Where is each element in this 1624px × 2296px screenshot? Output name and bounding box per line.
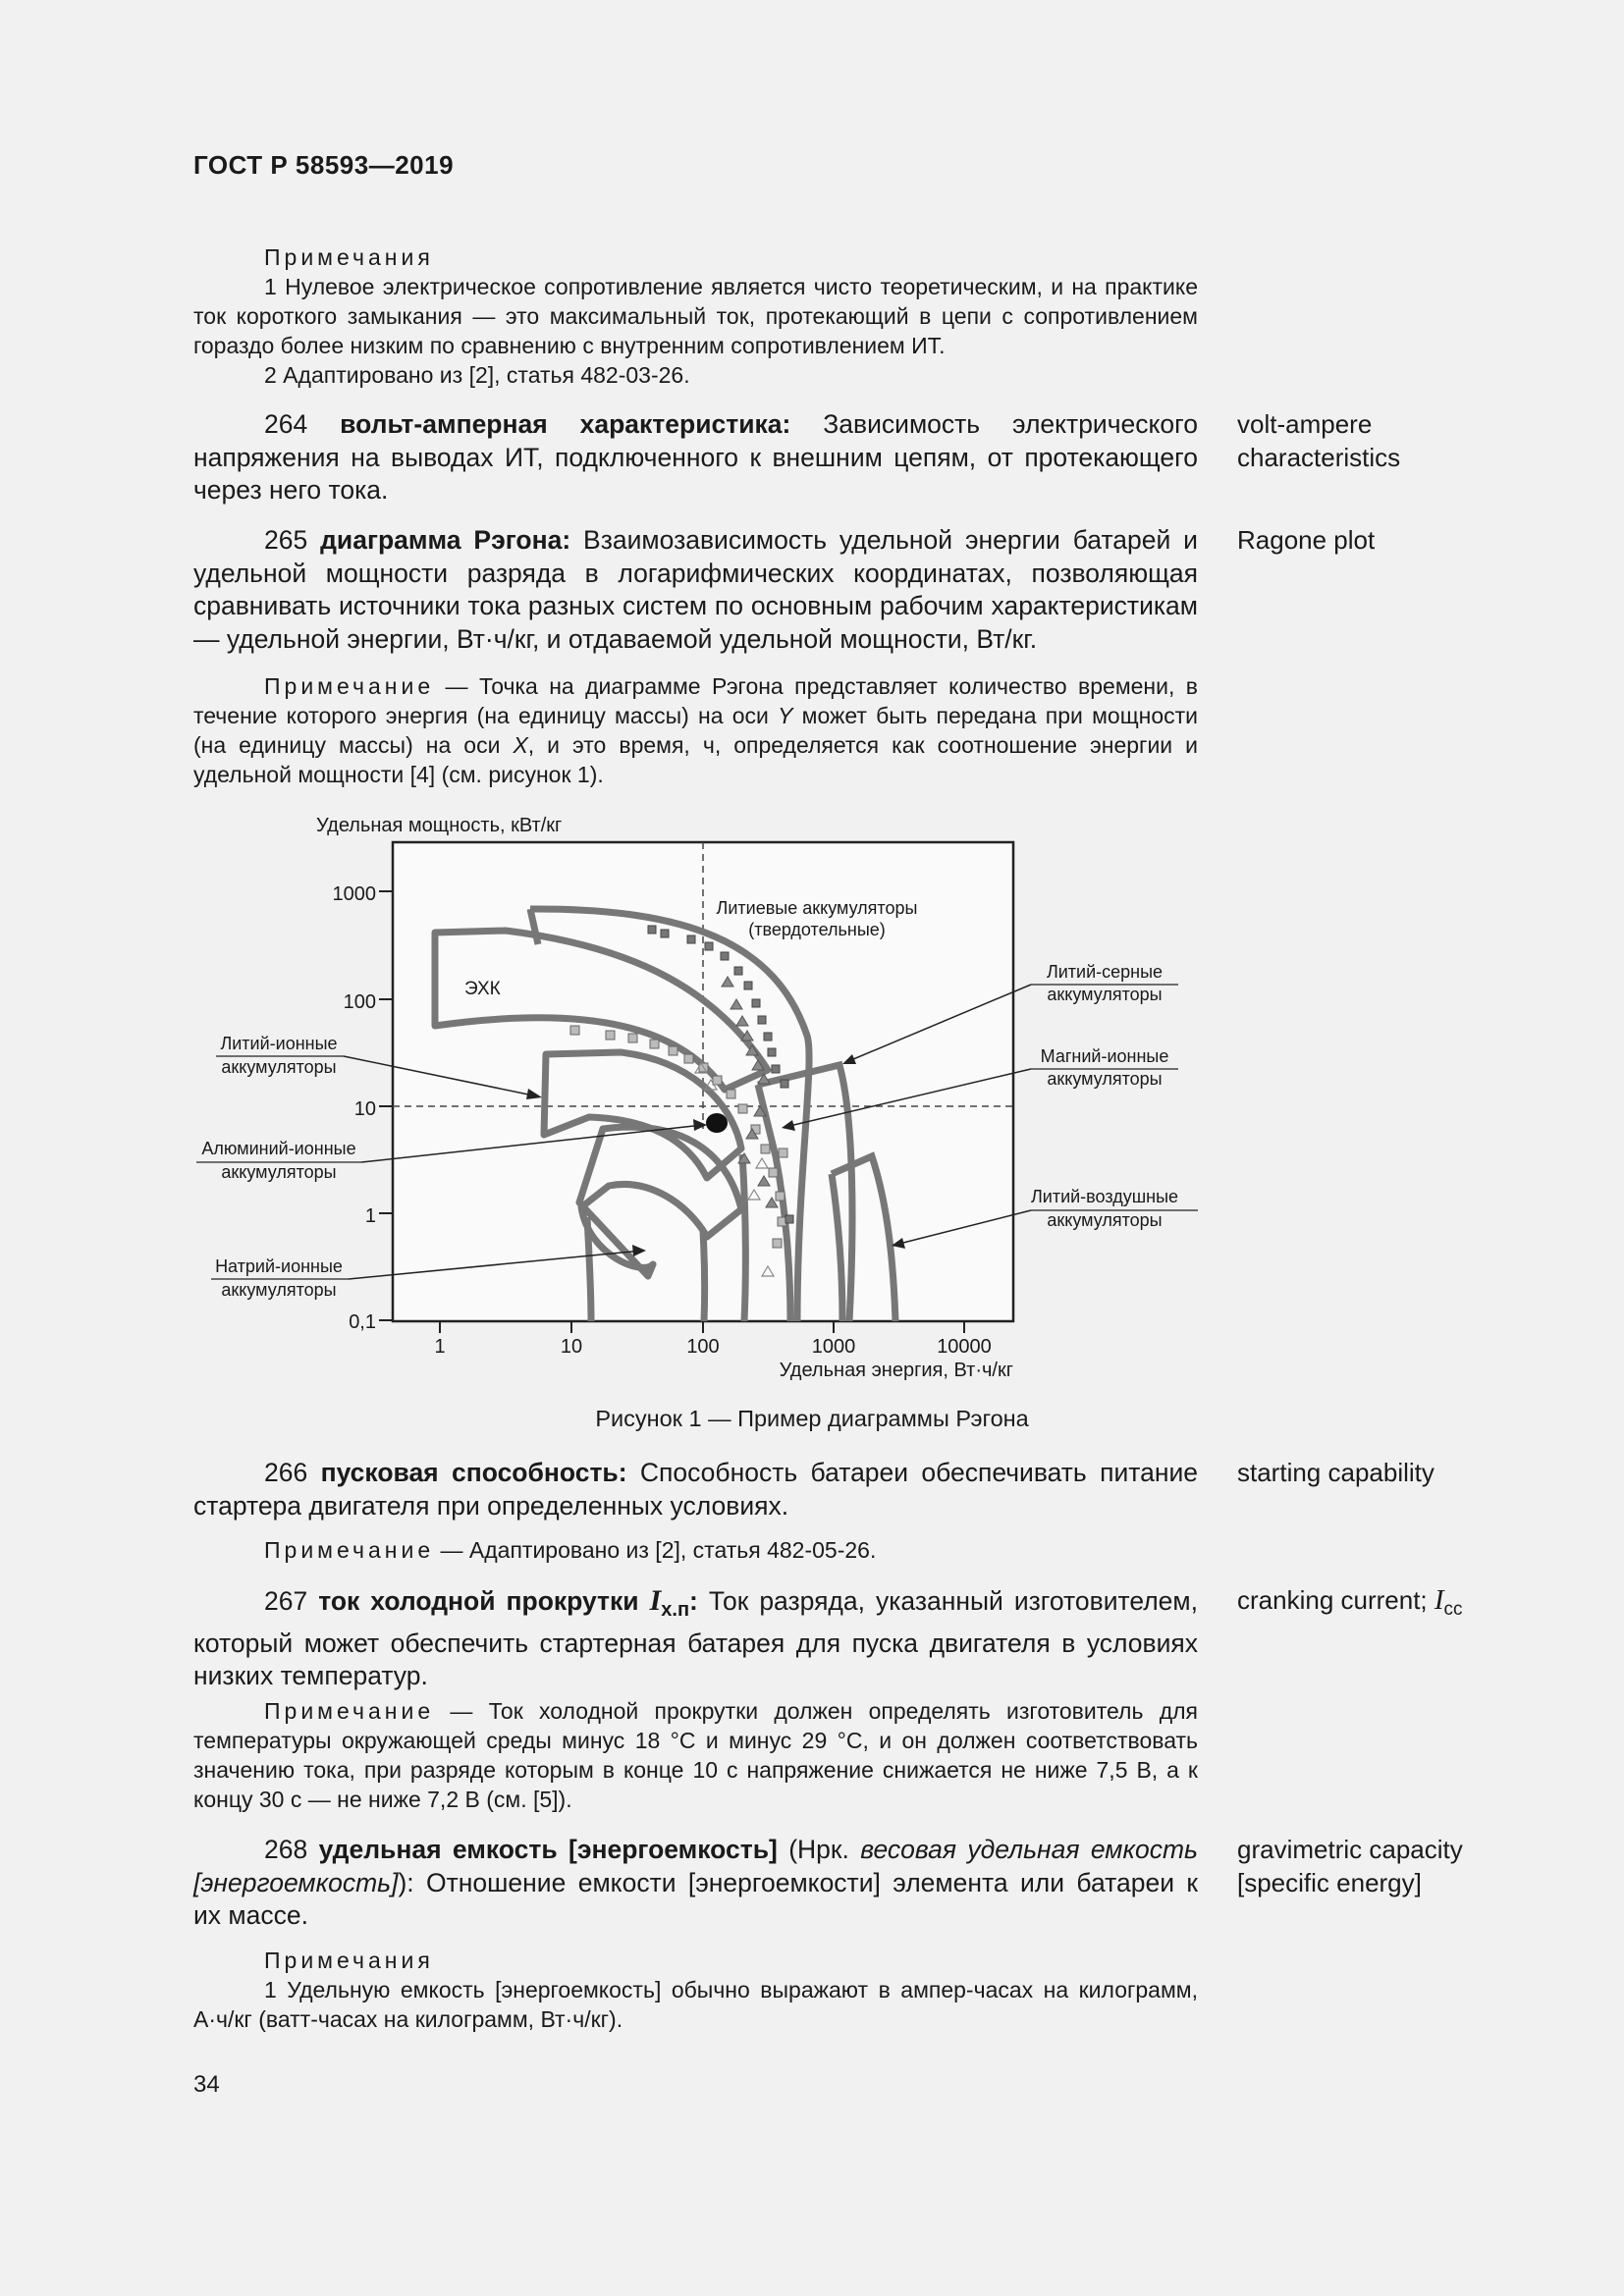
note-label: Примечание xyxy=(264,673,435,699)
term-title: удельная емкость [энергоемкость] xyxy=(318,1835,778,1864)
note-text: — Ток холодной прокрутки должен определять изготовитель для температуры окружающей среды минус 18 °С и минус 29 °С, и он должен соответствовать значению тока, при разряде которым в конце 10 с напряжение снижается не ниже 7,5 В, а к концу 30 с — не ниже 7,2 В (см. [5]). xyxy=(193,1698,1198,1812)
term-pre: (Нрк. xyxy=(788,1835,861,1864)
label-air-2: аккумуляторы xyxy=(1047,1210,1163,1230)
x-tick-1000: 1000 xyxy=(811,1336,856,1358)
x-axis xyxy=(440,1321,964,1333)
english-term: Ragone plot xyxy=(1237,525,1376,555)
data-point-aluminum xyxy=(706,1113,728,1133)
term-266-english xyxy=(1237,1457,1532,1490)
term-267-english xyxy=(1237,1584,1532,1627)
term-267 xyxy=(193,1584,1198,1693)
axis-y-ref: Y xyxy=(778,703,793,728)
term-title: диаграмма Рэгона: xyxy=(320,525,571,555)
term-definition: Зависимость электрического напряжения на выводах ИТ, подключенного к внешним цепям, от протекающего через него тока. xyxy=(193,409,1198,505)
x-tick-10000: 10000 xyxy=(937,1336,992,1358)
figure-caption: Рисунок 1 — Пример диаграммы Рэгона xyxy=(595,1406,1029,1431)
y-axis-label: Удельная мощность, кВт/кг xyxy=(316,815,563,836)
term-definition: Ток разряда, указанный изготовителем, который может обеспечить стартерная батарея для пуска двигателя в условиях низких температур. xyxy=(193,1586,1198,1690)
note-text: — Адаптировано из [2], статья 482-05-26. xyxy=(434,1537,877,1563)
note-text-a: — Точка на диаграмме Рэгона представляет количество времени, в течение которого энергия (на единицу массы) на оси xyxy=(193,673,1198,728)
term-title: ток холодной прокрутки xyxy=(318,1586,639,1616)
label-mg-1: Магний-ионные xyxy=(1040,1046,1169,1066)
term-number: 268 xyxy=(264,1835,308,1864)
term-definition: Взаимозависимость удельной энергии батарей и удельной мощности разряда в логарифмических координатах, позволяющая сравнивать источники тока разных систем по основным рабочим характеристикам — удельной энергии, Вт·ч/кг, и отдаваемой удельной мощности, Вт/кг. xyxy=(193,525,1198,654)
document-header: ГОСТ Р 58593—2019 xyxy=(193,150,455,180)
note-text-c: , и это время, ч, определяется как соотношение энергии и удельной мощности [4] (см. рисунок 1). xyxy=(193,732,1199,787)
term-definition: ): Отношение емкости [энергоемкости] элемента или батареи к их массе. xyxy=(193,1867,1198,1930)
term-number: 265 xyxy=(264,525,308,555)
note-2: 2 Адаптировано из [2], статья 482-03-26. xyxy=(264,362,690,388)
term-267-note xyxy=(193,1696,1198,1814)
term-colon: : xyxy=(689,1586,698,1616)
label-al-1: Алюминий-ионные xyxy=(201,1139,356,1158)
term-title: вольт-амперная характеристика: xyxy=(340,409,791,439)
x-tick-1: 1 xyxy=(434,1336,446,1358)
english-term: cranking current; $I_{cc}$ xyxy=(1237,1584,1463,1620)
term-symbol: $I_{х.п}$ xyxy=(649,1584,690,1621)
y-tick-10: 10 xyxy=(353,1098,376,1120)
english-term: starting capability xyxy=(1237,1458,1435,1487)
term-definition: Способность батареи обеспечивать питание стартера двигателя при определенных условиях. xyxy=(193,1458,1198,1521)
term-266-note xyxy=(193,1535,1198,1565)
label-air-1: Литий-воздушные xyxy=(1030,1187,1179,1206)
term-number: 266 xyxy=(264,1458,308,1487)
note-label: Примечание xyxy=(264,1537,435,1563)
x-tick-10: 10 xyxy=(560,1336,583,1358)
label-lis-2: аккумуляторы xyxy=(1047,985,1163,1004)
english-term-line2: [specific energy] xyxy=(1237,1867,1422,1897)
note-label: Примечание xyxy=(264,1698,435,1724)
label-mg-2: аккумуляторы xyxy=(1047,1069,1163,1089)
term-title: пусковая способность: xyxy=(320,1458,627,1487)
y-tick-100: 100 xyxy=(343,991,376,1013)
notes-title: Примечания xyxy=(264,1948,434,1973)
label-solid-2: (твердотельные) xyxy=(748,920,886,939)
note-1: 1 Удельную емкость [энергоемкость] обычно выражают в ампер-часах на килограмм, А·ч/кг (ватт-часах на килограмм, Вт·ч/кг). xyxy=(193,1977,1198,2032)
note-1: 1 Нулевое электрическое сопротивление является чисто теоретическим, и на практике ток короткого замыкания — это максимальный ток, протекающий в цепи с сопротивлением гораздо более низким по сравнению с внутренним сопротивлением ИТ. xyxy=(193,274,1198,358)
label-solid-1: Литиевые аккумуляторы xyxy=(716,898,918,918)
x-tick-100: 100 xyxy=(686,1336,720,1358)
label-ehk: ЭХК xyxy=(464,979,501,999)
region-na-tail-right xyxy=(703,1232,705,1321)
english-term: volt-ampere xyxy=(1237,409,1373,439)
term-deprecated: весовая удельная емкость [энергоемкость] xyxy=(193,1835,1198,1897)
term-268-notes xyxy=(193,1946,1198,2034)
term-266 xyxy=(193,1457,1198,1522)
term-number: 267 xyxy=(264,1586,308,1616)
label-li-ion-2: аккумуляторы xyxy=(221,1057,337,1077)
page-number: 34 xyxy=(193,2071,220,2098)
y-axis xyxy=(379,891,393,1320)
x-axis-label: Удельная энергия, Вт·ч/кг xyxy=(779,1360,1013,1381)
label-li-ion-1: Литий-ионные xyxy=(220,1034,338,1053)
region-li-ion-tail xyxy=(742,1154,745,1321)
english-term: gravimetric capacity xyxy=(1237,1835,1463,1864)
term-268-english xyxy=(1237,1834,1532,1899)
term-268 xyxy=(193,1834,1198,1933)
label-na-1: Натрий-ионные xyxy=(215,1256,343,1276)
y-tick-1000: 1000 xyxy=(332,883,376,905)
y-tick-0.1: 0,1 xyxy=(349,1311,376,1333)
region-na-tail-left xyxy=(587,1217,591,1321)
label-al-2: аккумуляторы xyxy=(221,1162,337,1182)
label-lis-1: Литий-серные xyxy=(1046,962,1164,982)
term-number: 264 xyxy=(264,409,308,439)
note-text-b: может быть передана при мощности (на единицу массы) на оси xyxy=(193,703,1198,758)
axis-x-ref: X xyxy=(513,732,528,758)
y-tick-1: 1 xyxy=(364,1205,376,1227)
english-term-line2: characteristics xyxy=(1237,442,1401,472)
label-na-2: аккумуляторы xyxy=(221,1280,337,1300)
notes-title: Примечания xyxy=(264,244,434,270)
